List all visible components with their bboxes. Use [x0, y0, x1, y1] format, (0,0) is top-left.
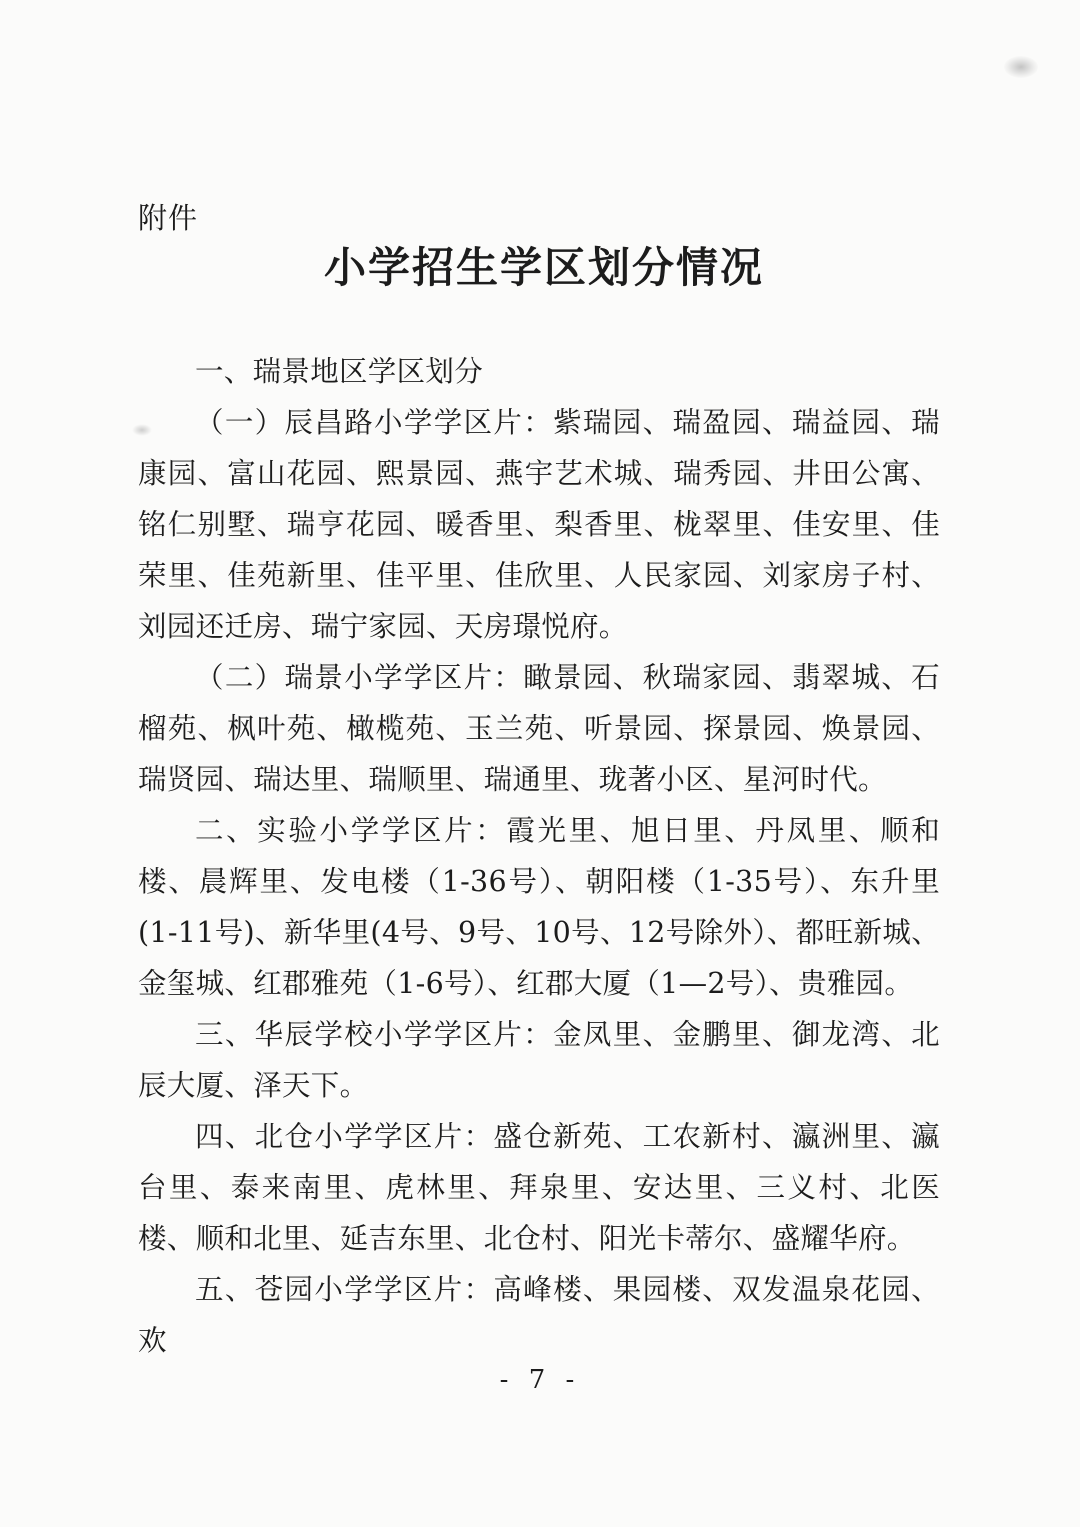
scan-smudge	[1004, 56, 1038, 78]
paragraph-huachen-school: 三、华辰学校小学学区片：金凤里、金鹏里、御龙湾、北辰大厦、泽天下。	[138, 1018, 940, 1102]
paragraph-beicang-primary: 四、北仓小学学区片：盛仓新苑、工农新村、瀛洲里、瀛台里、泰来南里、虎林里、拜泉里、安达里、三义村、北医楼、顺和北里、延吉东里、北仓村、阳光卡蒂尔、盛耀华府。	[138, 1120, 940, 1255]
paragraph-ruijing-primary: （二）瑞景小学学区片：瞰景园、秋瑞家园、翡翠城、石榴苑、枫叶苑、橄榄苑、玉兰苑、听景园、探景园、焕景园、瑞贤园、瑞达里、瑞顺里、瑞通里、珑著小区、星河时代。	[138, 661, 940, 796]
section-heading-ruijing: 一、瑞景地区学区划分	[195, 355, 484, 388]
document-body	[138, 346, 940, 1366]
paragraph-chenchanglu: （一）辰昌路小学学区片：紫瑞园、瑞盈园、瑞益园、瑞康园、富山花园、熙景园、燕宇艺术城、瑞秀园、井田公寓、铭仁别墅、瑞亨花园、暖香里、梨香里、栊翠里、佳安里、佳荣里、佳苑新里、佳平里、佳欣里、人民家园、刘家房子村、刘园还迁房、瑞宁家园、天房璟悦府。	[138, 406, 940, 643]
paragraph-shiyan-primary: 二、实验小学学区片：霞光里、旭日里、丹凤里、顺和楼、晨辉里、发电楼（1-36号）、朝阳楼（1-35号）、东升里(1-11号)、新华里(4号、9号、10号、12号除外）、都旺新城、金玺城、红郡雅苑（1-6号）、红郡大厦（1—2号）、贵雅园。	[138, 814, 940, 1000]
paragraph-cangyuan-primary: 五、苍园小学学区片：高峰楼、果园楼、双发温泉花园、欢	[138, 1273, 940, 1357]
document-title: 小学招生学区划分情况	[323, 243, 764, 292]
page-number: - 7 -	[499, 1365, 581, 1395]
attachment-label: 附件	[138, 201, 199, 235]
